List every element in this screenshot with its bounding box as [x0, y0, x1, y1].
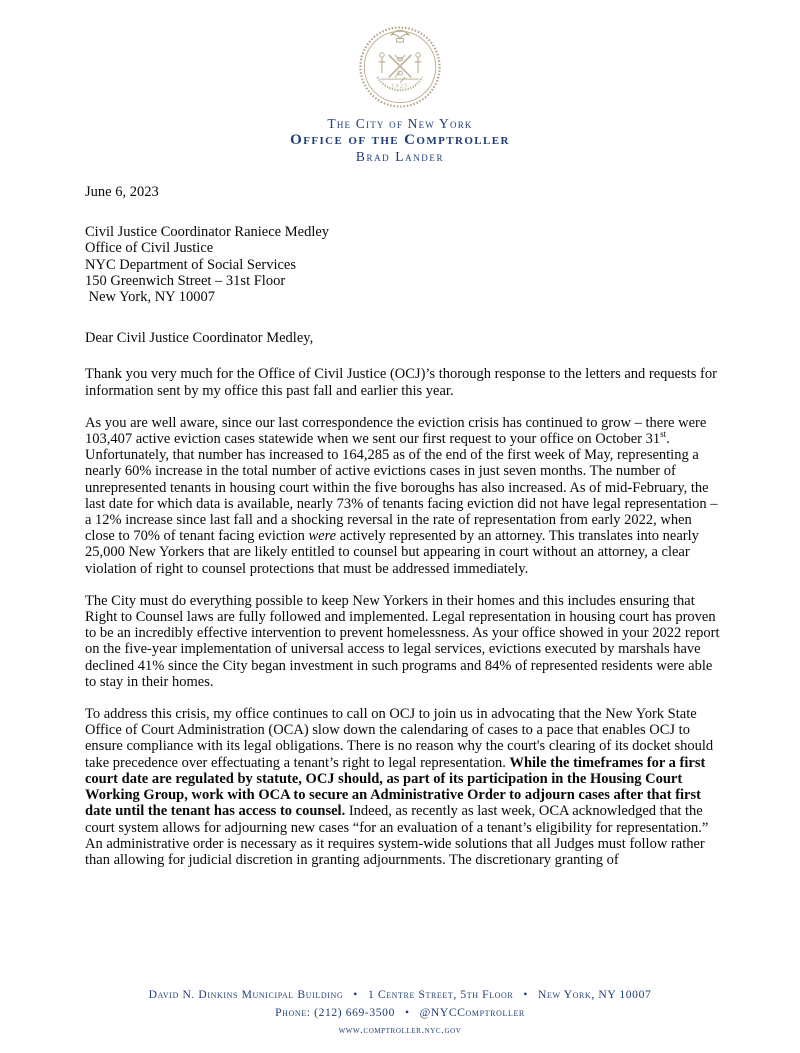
seal-figure-left: [379, 58, 386, 73]
seal-windmill-sails: [389, 55, 411, 77]
address-line: NYC Department of Social Services: [85, 256, 297, 273]
footer-address-line: [0, 986, 800, 1004]
paragraph: [85, 366, 721, 398]
page-footer: [0, 986, 800, 1039]
footer-contact-line: [0, 1004, 800, 1022]
address-line: Office of Civil Justice: [85, 240, 214, 257]
salutation: Dear Civil Justice Coordinator Medley,: [85, 330, 314, 347]
letter-date: June 6, 2023: [85, 184, 159, 200]
footer-bullet-3: •: [404, 1006, 410, 1019]
text-run: The City must do everything possible to keep New Yorkers in their homes and this includes ensuring that Right to Counsel laws are fully followed and implemented. Legal representation in housing court has proven to be an incredibly effective intervention to prevent homelessness. As your office showed in your 2022 report on the five-year implementation of universal access to legal services, evictions executed by marshals have declined 41% since the City began investment in such programs and 84% of represented residents were able to stay in their homes.: [85, 592, 720, 690]
footer-phone: Phone: (212) 669-3500: [275, 1006, 395, 1019]
text-run: To address this crisis, my office continues to call on OCJ to join us in advocating that the New York State Office of Court Administration (OCA) slow down the calendaring of cases to a pace that enables OCJ to ensure compliance with its legal obligations. There is no reason why the court's clearing of its docket should take precedence over effectuating a tenant’s right to legal representation.: [85, 706, 714, 771]
text-run: Indeed, as recently as last week, OCA acknowledged that the court system allows for adjourning new cases “for an evaluation of a tenant’s eligibility for representation.” An administrative order is necessary as it requires system-wide solutions that all Judges must follow rather than allowing for judicial discretion in granting adjournments. The discretionary granting of: [85, 803, 709, 868]
org-comptroller-name: Brad Lander: [355, 149, 445, 164]
letter-body: [85, 184, 721, 868]
text-run: . Unfortunately, that number has increased to 164,285 as of the end of the first week of May, representing a nearly 60% increase in the total number of active evictions cases in just seven months. The number of unrepresented tenants in housing court within the five boroughs has also increased. As of mid-February, the last date for which data is available, nearly 73% of tenants facing eviction did not have legal representation – a 12% increase since last fall and a shocking reversal in the rate of representation from early 2022, when close to 70% of tenant facing eviction: [85, 431, 718, 545]
org-office-line: Office of the Comptroller: [290, 132, 510, 148]
footer-bullet-2: •: [523, 988, 529, 1001]
footer-building: David N. Dinkins Municipal Building: [148, 988, 344, 1001]
text-run: actively represented by an attorney. This translates into nearly 25,000 New Yorkers that are likely entitled to counsel but appearing in court without an attorney, a clear violation of right to counsel protections that must be addressed immediately.: [85, 528, 699, 577]
seal-windmill-arms: [395, 55, 405, 83]
address-line: 150 Greenwich Street – 31st Floor: [85, 272, 286, 289]
recipient-address: [85, 224, 721, 305]
footer-city: New York, NY 10007: [538, 988, 652, 1001]
seal-figure-right-head: [416, 53, 420, 57]
footer-website: www.comptroller.nyc.gov: [338, 1025, 462, 1036]
address-line: New York, NY 10007: [85, 289, 215, 306]
seal-barrel-bottom: [397, 71, 403, 75]
nyc-seal: [0, 22, 800, 112]
text-run: As you are well aware, since our last correspondence the eviction crisis has continued to grow – there were 103,407 active eviction cases statewide when we sent our first request to your office on October 31: [85, 414, 707, 448]
footer-bullet-1: •: [353, 988, 358, 1001]
seal-figure-right: [415, 58, 422, 73]
org-city-line: The City of New York: [327, 116, 473, 131]
paragraph: [85, 706, 721, 868]
superscript-run: st: [660, 429, 667, 440]
letterhead: [0, 22, 800, 165]
italic-run: were: [308, 528, 337, 545]
body-paragraphs: [85, 366, 721, 868]
paragraph: [85, 415, 721, 577]
paragraph: [85, 593, 721, 690]
seal-figure-left-head: [380, 53, 384, 57]
address-line: Civil Justice Coordinator Raniece Medley: [85, 224, 330, 241]
seal-barrel-top: [397, 57, 403, 61]
seal-year: 1625: [391, 83, 409, 90]
footer-social-handle: @NYCComptroller: [419, 1006, 525, 1019]
footer-street: 1 Centre Street, 5th Floor: [367, 988, 514, 1001]
bold-run: While the timeframes for a first court date are regulated by statute, OCJ should, as part of its participation in the Housing Court Working Group, work with OCA to secure an Administrative Order to adjourn cases after that first date until the tenant has access to counsel.: [85, 754, 706, 820]
text-run: Thank you very much for the Office of Civil Justice (OCJ)’s thorough response to the letters and requests for information sent by my office this past fall and earlier this year.: [85, 366, 717, 399]
